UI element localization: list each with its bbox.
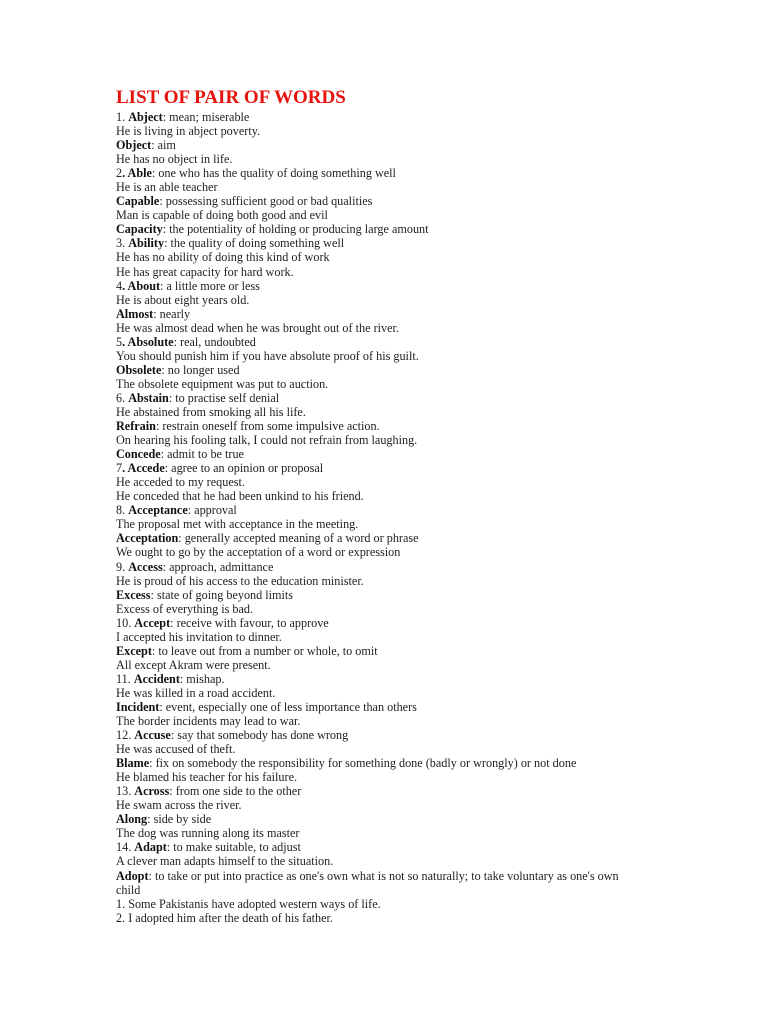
list-line: [116, 700, 676, 714]
line-term: . Accede: [122, 461, 165, 476]
line-prefix: He was accused of theft.: [116, 742, 236, 757]
list-line: [116, 279, 676, 293]
line-definition: : nearly: [153, 306, 191, 321]
list-line: [116, 222, 676, 236]
line-prefix: He has no object in life.: [116, 152, 233, 167]
list-line: [116, 503, 676, 517]
line-prefix: 9.: [116, 559, 129, 574]
line-term: Acceptation: [116, 531, 179, 546]
line-prefix: A clever man adapts himself to the situation.: [116, 854, 334, 869]
line-definition: : possessing sufficient good or bad qualities: [159, 194, 373, 209]
line-term: Accident: [133, 671, 180, 686]
line-prefix: On hearing his fooling talk, I could not refrain from laughing.: [116, 433, 418, 448]
list-line: [116, 742, 676, 756]
list-line: [116, 560, 676, 574]
line-prefix: You should punish him if you have absolute proof of his guilt.: [116, 348, 419, 363]
line-definition: : approval: [187, 503, 237, 518]
line-definition: : a little more or less: [160, 278, 260, 293]
line-term: Adopt: [116, 868, 149, 883]
line-term: Object: [116, 138, 152, 153]
line-definition: : to make suitable, to adjust: [166, 840, 301, 855]
line-prefix: He swam across the river.: [116, 798, 242, 813]
list-line: [116, 784, 676, 798]
line-definition: : fix on somebody the responsibility for something done (badly or wrongly) or not done: [149, 756, 577, 771]
list-line: [116, 489, 676, 503]
line-prefix: He acceded to my request.: [116, 475, 245, 490]
line-definition: : event, especially one of less importance than others: [159, 699, 417, 714]
line-term: Capacity: [116, 222, 163, 237]
list-line: [116, 630, 676, 644]
list-line: [116, 616, 676, 630]
list-line: [116, 517, 676, 531]
list-line: [116, 377, 676, 391]
line-term: Incident: [116, 699, 160, 714]
line-prefix: 12.: [116, 728, 135, 743]
list-line: [116, 658, 676, 672]
list-line: [116, 588, 676, 602]
list-line: [116, 124, 676, 138]
line-prefix: 2: [116, 166, 123, 181]
line-prefix: 1. Some Pakistanis have adopted western ways of life.: [116, 896, 381, 911]
line-definition: : agree to an opinion or proposal: [164, 461, 324, 476]
line-prefix: 13.: [116, 784, 135, 799]
line-prefix: 11.: [116, 671, 134, 686]
line-prefix: He has no ability of doing this kind of work: [116, 250, 330, 265]
line-prefix: child: [116, 882, 141, 897]
list-line: [116, 897, 676, 911]
line-definition: : side by side: [147, 812, 212, 827]
line-term: Blame: [116, 756, 150, 771]
line-prefix: He has great capacity for hard work.: [116, 264, 294, 279]
line-term: Abstain: [128, 390, 169, 405]
list-line: [116, 686, 676, 700]
line-term: . About: [122, 278, 161, 293]
list-line: [116, 405, 676, 419]
line-term: Obsolete: [116, 362, 162, 377]
list-line: [116, 840, 676, 854]
line-prefix: I accepted his invitation to dinner.: [116, 629, 282, 644]
list-line: [116, 265, 676, 279]
line-definition: : mean; miserable: [162, 110, 250, 124]
line-prefix: He is about eight years old.: [116, 292, 250, 307]
line-definition: : admit to be true: [160, 447, 244, 462]
list-line: [116, 152, 676, 166]
document-page: [116, 86, 676, 925]
list-line: [116, 826, 676, 840]
list-line: [116, 728, 676, 742]
list-line: [116, 180, 676, 194]
list-line: [116, 236, 676, 250]
list-line: [116, 447, 676, 461]
line-prefix: 7: [116, 461, 123, 476]
line-prefix: The dog was running along its master: [116, 826, 300, 841]
line-definition: : to leave out from a number or whole, to omit: [151, 643, 378, 658]
list-line: [116, 349, 676, 363]
line-definition: : to practise self denial: [168, 390, 280, 405]
list-line: [116, 363, 676, 377]
line-prefix: Excess of everything is bad.: [116, 601, 254, 616]
list-line: [116, 208, 676, 222]
line-term: Except: [116, 643, 152, 658]
line-term: Access: [128, 559, 163, 574]
line-prefix: He was killed in a road accident.: [116, 685, 276, 700]
list-line: [116, 110, 676, 124]
line-prefix: 10.: [116, 615, 135, 630]
list-line: [116, 545, 676, 559]
list-line: [116, 672, 676, 686]
line-definition: : generally accepted meaning of a word or phrase: [178, 531, 419, 546]
line-definition: : from one side to the other: [169, 784, 302, 799]
line-term: Adapt: [134, 840, 167, 855]
list-line: [116, 194, 676, 208]
line-term: Refrain: [116, 419, 156, 434]
line-term: Concede: [116, 447, 161, 462]
line-definition: : one who has the quality of doing something well: [151, 166, 396, 181]
line-term: Capable: [116, 194, 160, 209]
line-term: Accept: [134, 615, 171, 630]
line-prefix: 14.: [116, 840, 135, 855]
list-line: [116, 419, 676, 433]
list-line: [116, 391, 676, 405]
line-term: Excess: [116, 587, 151, 602]
line-prefix: He is proud of his access to the education minister.: [116, 573, 364, 588]
list-line: [116, 531, 676, 545]
list-line: [116, 644, 676, 658]
line-definition: : state of going beyond limits: [150, 587, 294, 602]
list-line: [116, 756, 676, 770]
list-line: [116, 883, 676, 897]
line-definition: : mishap.: [179, 671, 225, 686]
list-line: [116, 433, 676, 447]
line-term: . Absolute: [122, 334, 174, 349]
line-prefix: He blamed his teacher for his failure.: [116, 770, 298, 785]
list-line: [116, 335, 676, 349]
list-line: [116, 138, 676, 152]
list-line: [116, 250, 676, 264]
list-line: [116, 293, 676, 307]
line-prefix: 8.: [116, 503, 129, 518]
list-line: [116, 714, 676, 728]
line-definition: : receive with favour, to approve: [170, 615, 329, 630]
line-definition: : no longer used: [161, 362, 240, 377]
document-title: LIST OF PAIR OF WORDS: [116, 87, 346, 108]
line-prefix: He is an able teacher: [116, 180, 218, 195]
list-line: [116, 812, 676, 826]
line-definition: : to take or put into practice as one's own what is not so naturally; to take voluntary as one's own: [148, 868, 619, 883]
line-prefix: 4: [116, 278, 123, 293]
line-prefix: We ought to go by the acceptation of a word or expression: [116, 545, 401, 560]
line-prefix: The proposal met with acceptance in the meeting.: [116, 517, 359, 532]
list-line: [116, 869, 676, 883]
line-definition: : say that somebody has done wrong: [170, 728, 349, 743]
line-prefix: 2. I adopted him after the death of his father.: [116, 910, 333, 925]
line-prefix: 1.: [116, 110, 129, 124]
line-prefix: He is living in abject poverty.: [116, 124, 261, 139]
line-term: Across: [134, 784, 170, 799]
line-term: Almost: [116, 306, 154, 321]
line-term: . Able: [122, 166, 152, 181]
line-term: Acceptance: [128, 503, 188, 518]
line-prefix: 3.: [116, 236, 129, 251]
line-prefix: He was almost dead when he was brought out of the river.: [116, 320, 399, 335]
list-line: [116, 798, 676, 812]
list-line: [116, 854, 676, 868]
list-line: [116, 574, 676, 588]
line-term: Ability: [128, 236, 165, 251]
line-prefix: 6.: [116, 390, 129, 405]
list-line: [116, 307, 676, 321]
line-definition: : aim: [151, 138, 176, 153]
line-prefix: 5: [116, 334, 123, 349]
line-prefix: Man is capable of doing both good and evil: [116, 208, 328, 223]
line-prefix: All except Akram were present.: [116, 657, 271, 672]
list-line: [116, 461, 676, 475]
line-term: Accuse: [134, 728, 171, 743]
line-prefix: The border incidents may lead to war.: [116, 714, 301, 729]
line-term: Along: [116, 812, 148, 827]
list-line: [116, 321, 676, 335]
line-definition: : restrain oneself from some impulsive action.: [155, 419, 380, 434]
line-definition: : the potentiality of holding or producing large amount: [162, 222, 429, 237]
list-line: [116, 475, 676, 489]
line-prefix: The obsolete equipment was put to auction.: [116, 376, 329, 391]
list-line: [116, 770, 676, 784]
line-definition: : real, undoubted: [173, 334, 256, 349]
line-prefix: He conceded that he had been unkind to his friend.: [116, 489, 364, 504]
line-definition: : the quality of doing something well: [164, 236, 345, 251]
line-prefix: He abstained from smoking all his life.: [116, 404, 306, 419]
line-definition: : approach, admittance: [162, 559, 274, 574]
word-pair-list: [116, 110, 676, 925]
list-line: [116, 602, 676, 616]
list-line: [116, 911, 676, 925]
line-term: Abject: [128, 110, 163, 124]
list-line: [116, 166, 676, 180]
